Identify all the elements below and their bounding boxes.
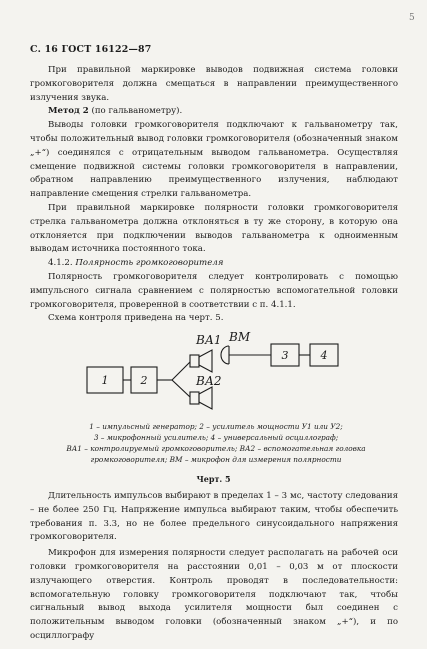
legend [36, 421, 396, 465]
paragraph-5: Схема контроля приведена на черт. 5. [48, 313, 224, 324]
legend-line-4: громкоговорителя; ВМ – микрофон для измерения полярности [90, 455, 342, 464]
corner-mark: 5 [409, 13, 415, 23]
block-1-label: 1 [101, 374, 109, 387]
paragraph-7: Микрофон для измерения полярности следует располагать на рабочей оси головки громкоговорителя на расстоянии 0,01 – 0,03 м от плоскости излучающего отверстия. Контроль проводят в последовательности: вспомогательную головку громкоговорителя подключают так, чтобы сигнальный вывод выхода усилителя мощности был соединен с положительным выводом головки (обозначенный знаком „+“), и по осциллографу [30, 548, 398, 641]
ba2-label: ВА2 [196, 374, 222, 388]
section-title: Полярность громкоговорителя [75, 258, 224, 269]
legend-line-2: 3 – микрофонный усилитель; 4 – универсальный осциллограф; [93, 433, 339, 442]
ba1-label: ВА1 [196, 333, 222, 347]
method-label: Метод 2 [48, 106, 89, 117]
block-4-label: 4 [320, 349, 328, 362]
wire-to-ba2 [172, 380, 190, 397]
page-header: С. 16 ГОСТ 16122—87 [30, 44, 152, 55]
microphone-bm [221, 346, 229, 364]
paragraph-6: Длительность импульсов выбирают в пределах 1 – 3 мс, частоту следования – не более 250 Гц. Напряжение импульса выбирают таким, чтобы обеспечить требования п. 3.3, но не более предельного синусоидального напряжения громкоговорителя. [30, 491, 398, 543]
paragraph-1: При правильной маркировке выводов подвижная система головки громкоговорителя должна смещаться в направлении преимущественного излучения звука. [30, 65, 398, 103]
figure-caption: Черт. 5 [196, 474, 231, 484]
wire-to-ba1 [172, 362, 190, 380]
speaker-ba2-cone [199, 387, 212, 409]
speaker-ba1-body [190, 355, 199, 367]
bm-label: ВМ [229, 330, 251, 344]
paragraph-4: Полярность громкоговорителя следует контролировать с помощью импульсного сигнала сравнением с полярностью вспомогательной головки громкоговорителя, проверенной в соответствии с п. 4.1.1. [30, 271, 398, 310]
text-block-bottom [30, 490, 398, 644]
legend-line-3: ВА1 – контролируемый громкоговоритель; ВА2 – вспомогательная головка [66, 444, 366, 453]
block-2-label: 2 [140, 374, 148, 387]
block-3-label: 3 [281, 349, 289, 362]
section-number: 4.1.2. [48, 258, 76, 269]
speaker-ba1-cone [199, 350, 212, 372]
speaker-ba2-body [190, 392, 199, 404]
legend-line-1: 1 – импульсный генератор; 2 – усилитель мощности У1 или У2; [89, 422, 343, 431]
paragraph-2: Выводы головки громкоговорителя подключают к гальванометру так, чтобы положительный вывод головки громкоговорителя (обозначенный знаком „+“) соединялся с отрицательным выводом гальванометра. Осуществляя смещение подвижной системы головки громкоговорителя в направлении, обратном направлению преимущественного излучения, наблюдают направление смещения стрелки гальванометра. [30, 120, 398, 200]
method-desc: (по гальванометру). [88, 106, 183, 117]
paragraph-3: При правильной маркировке полярности головки громкоговорителя стрелка гальванометра должна отклоняться в ту же сторону, в которую она отклоняется при подключении выводов гальванометра к одноименным выводам источника постоянного тока. [30, 202, 398, 255]
